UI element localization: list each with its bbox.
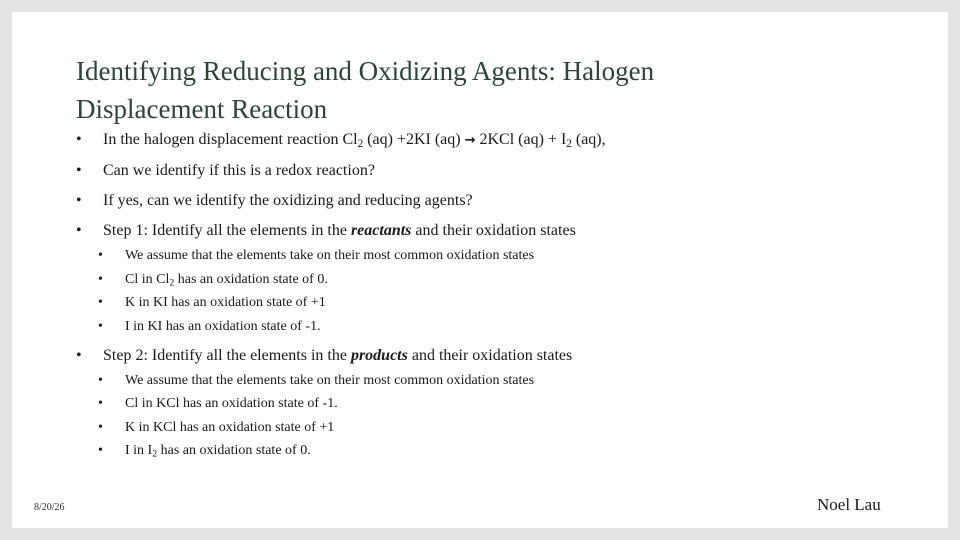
bullet-reaction [76, 129, 876, 152]
sub-bullet-text: We assume that the elements take on their most common oxidation states [125, 372, 535, 388]
bullet-dot: • [98, 372, 103, 388]
sub-bullet-text: K in KI has an oxidation state of +1 [125, 295, 326, 310]
sub-bullet-text: Cl in KCl has an oxidation state of -1. [125, 396, 338, 411]
bullet-agents-question [76, 190, 876, 212]
sub-bullet-text: has an oxidation state of 0. [157, 443, 311, 458]
bullet-dot: • [76, 222, 82, 239]
sub-bullet [76, 394, 876, 413]
title-line-1: Identifying Reducing and Oxidizing Agents: Halogen [76, 56, 655, 86]
bullet-text: Can we identify if this is a redox reaction? [103, 162, 375, 179]
slide-body [76, 129, 876, 469]
sub-bullet-text: Cl in Cl [125, 271, 170, 287]
bullet-dot: • [76, 131, 82, 148]
sub-bullet-text: I in I [125, 443, 153, 458]
bullet-text: and their oxidation states [411, 222, 576, 239]
reaction-text-3: 2KCl (aq) + I [475, 131, 567, 148]
sub-bullet-text: We assume that the elements take on their most common oxidation states [125, 248, 535, 263]
reaction-text-1: In the halogen displacement reaction Cl [103, 131, 358, 148]
sub-bullet-text: has an oxidation state of 0. [174, 271, 328, 287]
bullet-dot: • [98, 271, 103, 287]
bullet-step-1 [76, 220, 876, 242]
subscript: 2 [169, 276, 175, 288]
bullet-dot: • [98, 248, 103, 263]
bullet-dot: • [98, 318, 103, 334]
sub-bullet [76, 246, 876, 265]
sub-bullet [76, 270, 876, 289]
footer-author: Noel Lau [817, 495, 881, 514]
sub-bullet [76, 371, 876, 390]
bullet-redox-question [76, 160, 876, 182]
reaction-text-2: (aq) +2KI (aq) [363, 131, 465, 148]
bullet-dot: • [76, 192, 82, 209]
subscript: 2 [566, 137, 572, 150]
sub-bullet [76, 418, 876, 437]
subscript: 2 [357, 137, 364, 150]
reaction-text-4: (aq), [571, 131, 606, 148]
sub-bullet-text: I in KI has an oxidation state of -1. [125, 318, 321, 334]
title-line-2: Displacement Reaction [76, 94, 328, 124]
bullet-dot: • [76, 346, 82, 364]
slide-title [76, 52, 836, 128]
subscript: 2 [152, 448, 158, 460]
sub-bullet [76, 441, 876, 460]
bullet-text: Step 1: Identify all the elements in the [103, 222, 351, 239]
emphasis-products: products [350, 346, 408, 364]
bullet-text: and their oxidation states [407, 346, 573, 364]
bullet-text: Step 2: Identify all the elements in the [103, 346, 351, 364]
bullet-dot: • [98, 443, 103, 458]
sub-bullet [76, 317, 876, 336]
bullet-dot: • [98, 295, 103, 310]
emphasis-reactants: reactants [350, 222, 412, 239]
sub-bullet-text: K in KCl has an oxidation state of +1 [125, 419, 335, 435]
footer-date: 8/20/26 [34, 502, 65, 513]
arrow-right-icon: → [464, 133, 476, 148]
bullet-dot: • [76, 162, 82, 179]
sub-bullet [76, 293, 876, 312]
bullet-dot: • [98, 419, 103, 435]
bullet-step-2 [76, 345, 876, 367]
bullet-text: If yes, can we identify the oxidizing and reducing agents? [103, 192, 473, 209]
bullet-dot: • [98, 396, 103, 411]
